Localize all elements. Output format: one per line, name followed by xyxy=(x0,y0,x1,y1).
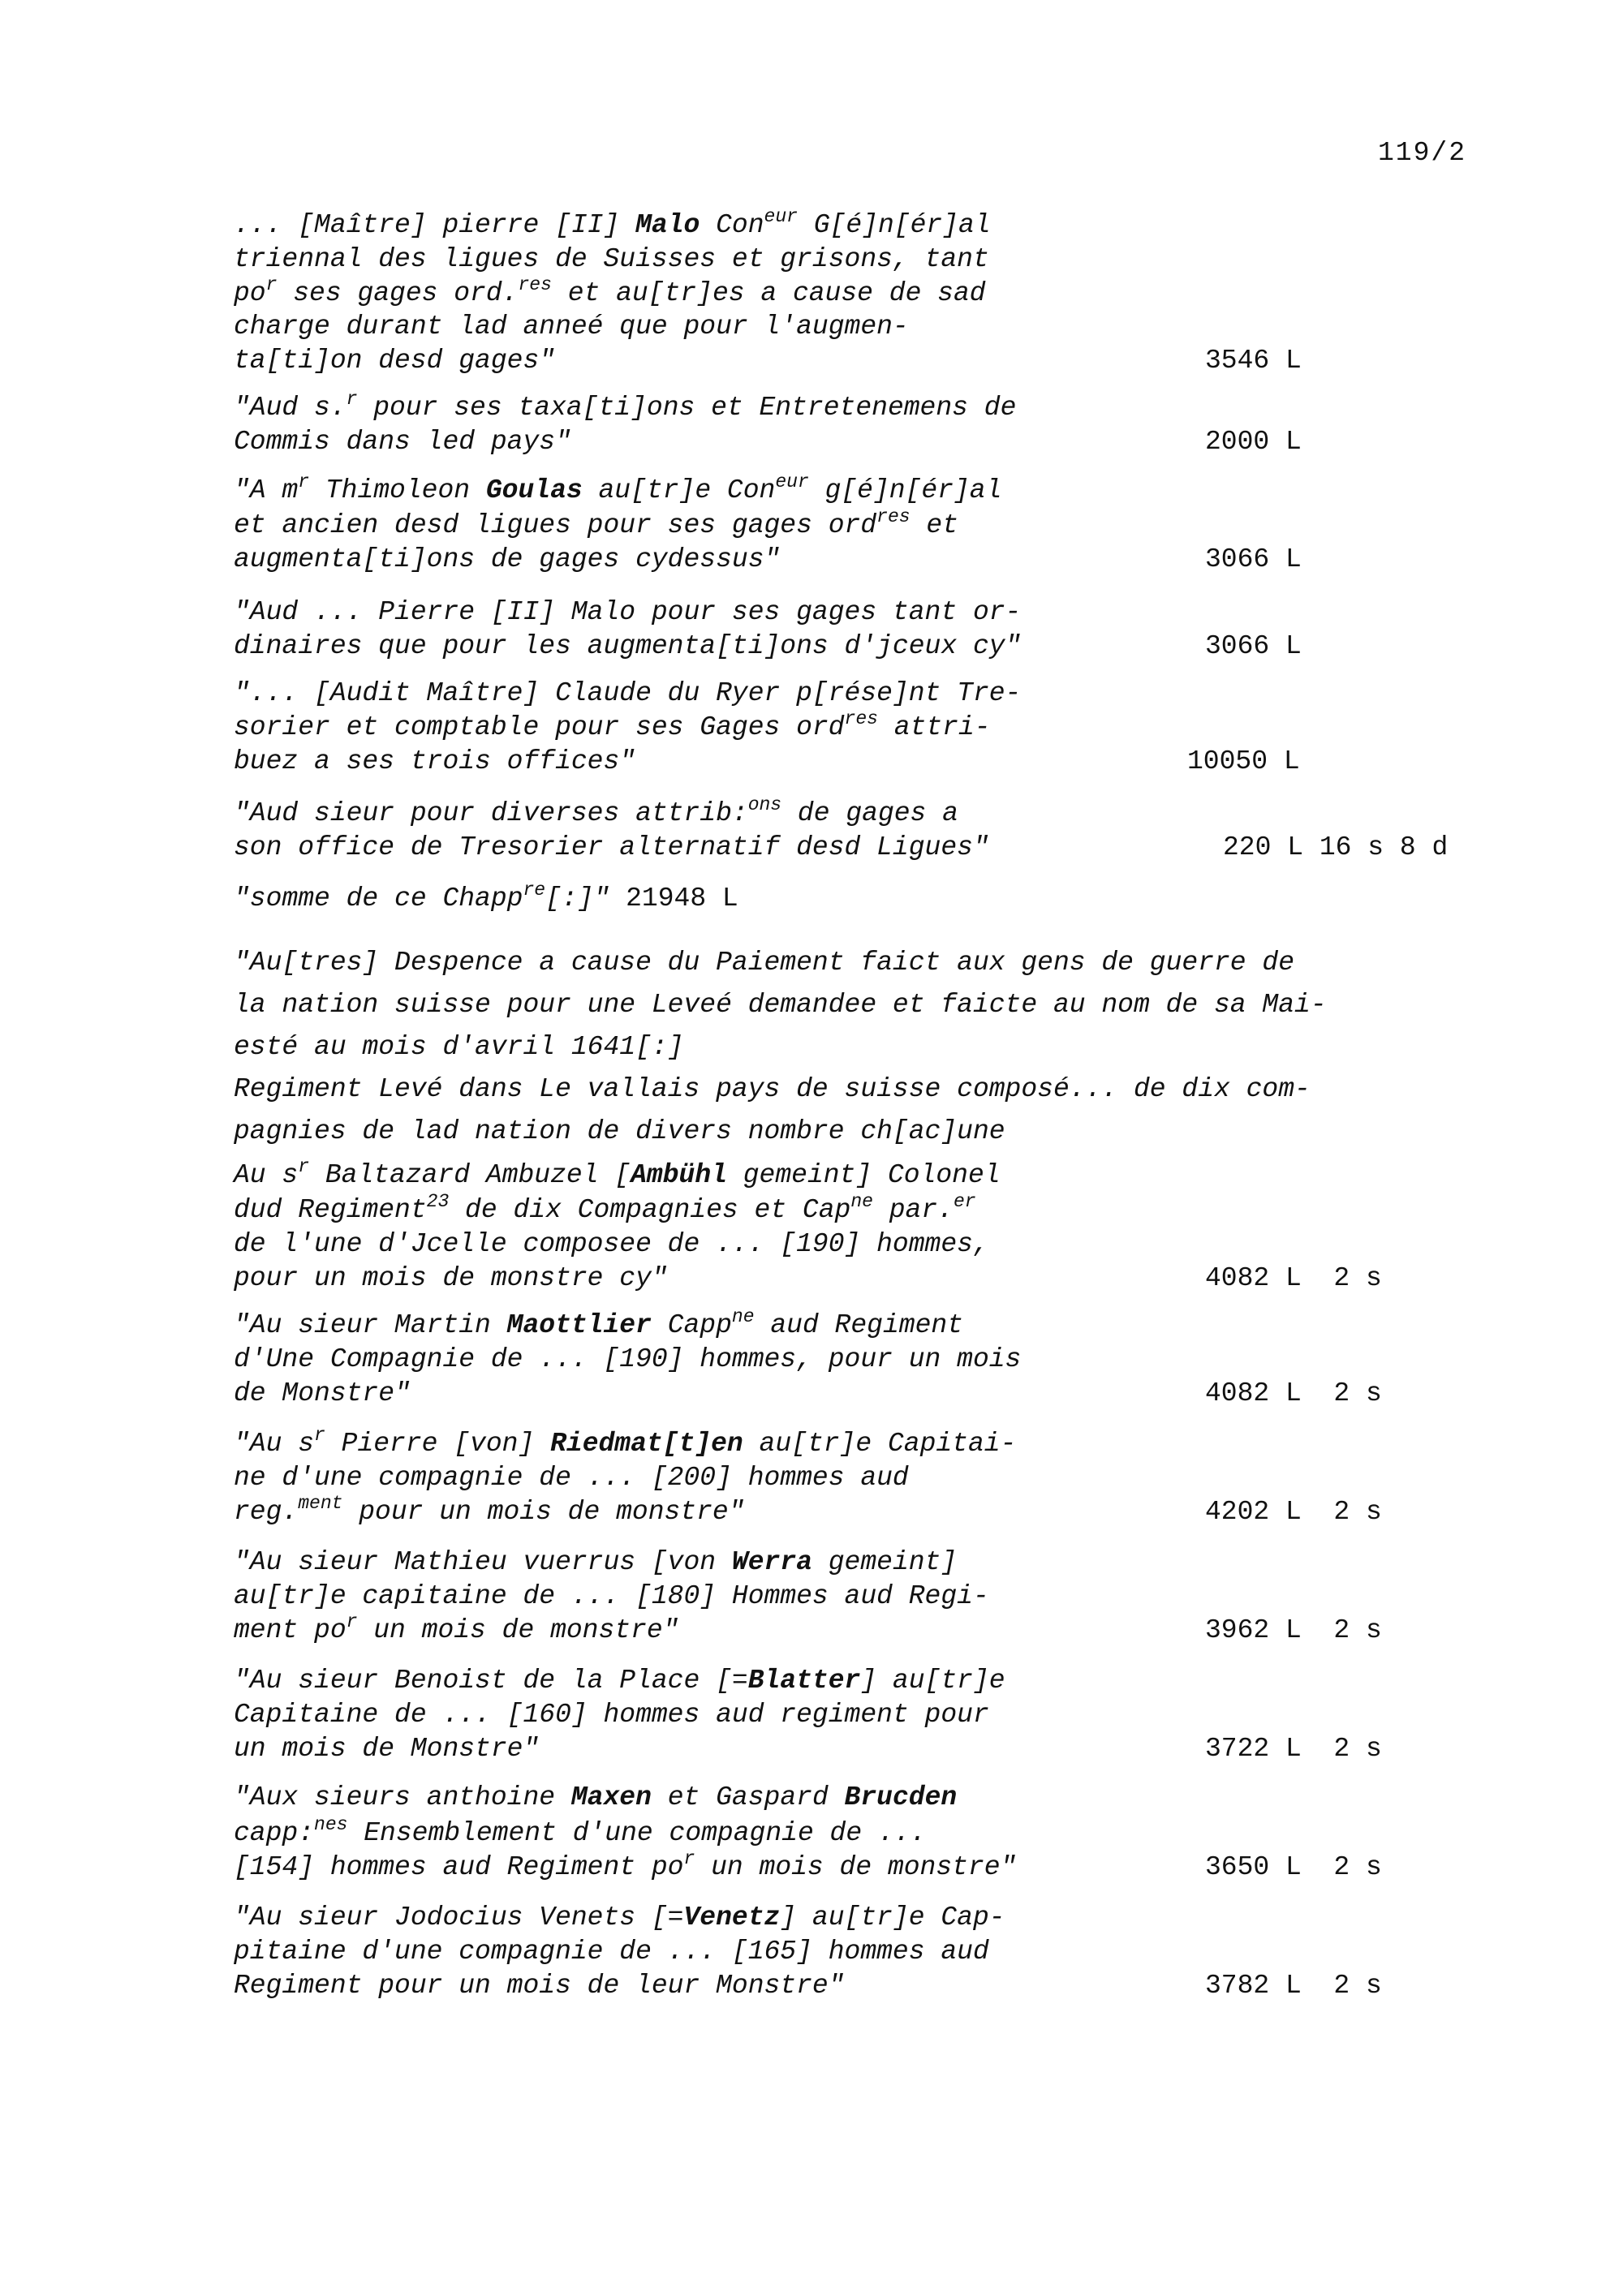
superscript: re xyxy=(523,879,546,901)
text-run: au[tr]e Capitai- xyxy=(743,1429,1017,1459)
bold-name: Riedmat[t]en xyxy=(550,1429,743,1459)
entry-amount: 4082 L 2 s xyxy=(1205,1378,1382,1408)
text-run: Au s xyxy=(234,1160,299,1190)
text-run: "A m xyxy=(234,475,299,505)
entry-line xyxy=(234,1306,963,1344)
section-line xyxy=(234,989,1327,1021)
superscript: r xyxy=(265,274,278,295)
superscript: eur xyxy=(764,206,798,227)
text-run: ... [Maître] pierre [II] xyxy=(234,210,636,240)
text-run: Con xyxy=(700,210,764,240)
text-run: esté au mois d'avril 1641[:] xyxy=(234,1032,684,1062)
entry-line xyxy=(234,794,958,832)
entry-amount: 220 L 16 s 8 d xyxy=(1223,832,1449,862)
text-run: un mois de Monstre" xyxy=(234,1734,540,1764)
text-run: Ensemblement d'une compagnie de ... xyxy=(347,1818,927,1848)
text-run: ] au[tr]e xyxy=(860,1666,1005,1696)
text-run: "Au sieur Mathieu vuerrus [von xyxy=(234,1547,732,1577)
text-run: son office de Tresorier alternatif desd Ligues" xyxy=(234,832,989,862)
text-run: "Aud sieur pour diverses attrib: xyxy=(234,798,748,828)
superscript: ne xyxy=(731,1306,755,1327)
text-run: gemeint] Colonel xyxy=(726,1160,1001,1190)
text-run: d'Une Compagnie de ... [190] hommes, pour un mois xyxy=(234,1344,1022,1374)
text-run: buez a ses trois offices" xyxy=(234,746,636,776)
entry-amount: 3650 L 2 s xyxy=(1205,1852,1382,1882)
bold-name: Brucden xyxy=(844,1782,958,1812)
text-run: aud Regiment xyxy=(754,1310,963,1340)
entry-line xyxy=(234,1462,909,1494)
entry-line xyxy=(234,879,738,917)
entry-line xyxy=(234,1191,976,1228)
entry-line xyxy=(234,1262,668,1295)
superscript: r xyxy=(298,1156,310,1177)
text-run: pitaine d'une compagnie de ... [165] hommes aud xyxy=(234,1937,989,1967)
section-line xyxy=(234,1031,684,1064)
bold-name: Maottlier xyxy=(506,1310,652,1340)
entry-line xyxy=(234,506,958,544)
entry-amount: 3722 L 2 s xyxy=(1205,1734,1382,1764)
text-run: g[é]n[ér]al xyxy=(808,475,1002,505)
text-run: ta[ti]on desd gages" xyxy=(234,346,556,376)
text-run: "Aud s. xyxy=(234,393,347,423)
text-run: pagnies de lad nation de divers nombre ch[ac]une xyxy=(234,1116,1005,1146)
text-run: au[tr]e Con xyxy=(582,475,776,505)
entry-line xyxy=(234,1733,539,1765)
entry-line xyxy=(234,677,1021,710)
text-run: triennal des ligues de Suisses et grisons, tant xyxy=(234,244,989,274)
text-run: [154] hommes aud Regiment po xyxy=(234,1852,684,1882)
text-run: charge durant lad anneé que pour l'augmen- xyxy=(234,312,909,342)
page-number: 119/2 xyxy=(1378,138,1467,168)
text-run: pour un mois de monstre" xyxy=(342,1497,745,1527)
text-run: Capp xyxy=(651,1310,732,1340)
text-run: attri- xyxy=(877,712,991,742)
entry-line xyxy=(234,1848,1017,1885)
entry-amount: 3782 L 2 s xyxy=(1205,1971,1382,2001)
text-run: Regiment Levé dans Le vallais pays de suisse composé... de dix com- xyxy=(234,1074,1311,1104)
text-run: G[é]n[ér]al xyxy=(797,210,991,240)
entry-line xyxy=(234,1902,1005,1934)
entry-line xyxy=(234,243,989,276)
entry-amount: 10050 L xyxy=(1187,746,1300,776)
entry-line xyxy=(234,1665,1005,1697)
superscript: r xyxy=(346,389,358,410)
text-run: et xyxy=(910,510,958,540)
superscript: er xyxy=(953,1191,976,1212)
text-run: "Au[tres] Despence a cause du Paiement faict aux gens de guerre de xyxy=(234,948,1295,978)
entry-line xyxy=(234,1228,989,1261)
section-line xyxy=(234,1116,1005,1148)
section-line xyxy=(234,947,1294,979)
superscript: ons xyxy=(747,794,782,815)
superscript: r xyxy=(683,1848,695,1869)
entry-amount: 4202 L 2 s xyxy=(1205,1497,1382,1527)
entry-line xyxy=(234,471,1002,509)
bold-name: Goulas xyxy=(485,475,583,505)
superscript: res xyxy=(518,274,552,295)
entry-line xyxy=(234,630,1021,663)
text-run: "Au sieur Martin xyxy=(234,1310,507,1340)
text-run: et au[tr]es a cause de sad xyxy=(551,278,986,308)
bold-name: Blatter xyxy=(747,1666,861,1696)
superscript: ne xyxy=(850,1191,873,1212)
text-run: pour ses taxa[ti]ons et Entretenemens de xyxy=(357,393,1017,423)
text-run: Commis dans led pays" xyxy=(234,427,571,457)
text-run: par. xyxy=(872,1195,954,1225)
text-run: Capitaine de ... [160] hommes aud regiment pour xyxy=(234,1700,989,1730)
entry-line xyxy=(234,426,571,458)
entry-line xyxy=(234,596,1021,629)
entry-line xyxy=(234,544,780,576)
entry-line xyxy=(234,1580,989,1613)
text-run: et ancien desd ligues pour ses gages ord xyxy=(234,510,877,540)
superscript: eur xyxy=(775,471,809,492)
text-run: "Au sieur Jodocius Venets [= xyxy=(234,1903,684,1933)
entry-line xyxy=(234,274,986,312)
text-run: Thimoleon xyxy=(309,475,486,505)
entry-line xyxy=(234,1344,1021,1376)
bold-name: Malo xyxy=(635,210,700,240)
text-run: sorier et comptable pour ses Gages ord xyxy=(234,712,845,742)
text-run: pour un mois de monstre cy" xyxy=(234,1263,668,1293)
text-run: ] au[tr]e Cap- xyxy=(780,1903,1005,1933)
entry-amount: 2000 L xyxy=(1205,427,1302,457)
text-run: et Gaspard xyxy=(651,1782,845,1812)
text-run: la nation suisse pour une Leveé demandee et faicte au nom de sa Mai- xyxy=(234,990,1327,1020)
superscript: 23 xyxy=(426,1191,450,1212)
entry-line xyxy=(234,1425,1017,1462)
text-run: "Au sieur Benoist de la Place [= xyxy=(234,1666,748,1696)
entry-amount: 3066 L xyxy=(1205,544,1302,574)
text-run: po xyxy=(234,278,266,308)
superscript: nes xyxy=(314,1814,348,1835)
text-run: Pierre [von] xyxy=(325,1429,551,1459)
section-line xyxy=(234,1073,1311,1106)
text-run: au[tr]e capitaine de ... [180] Hommes aud Regi- xyxy=(234,1581,989,1611)
entry-amount: 3962 L 2 s xyxy=(1205,1615,1382,1645)
bold-name: Maxen xyxy=(570,1782,652,1812)
entry-line xyxy=(234,1493,745,1530)
bold-name: Ambühl xyxy=(631,1160,727,1190)
text-run: "... [Audit Maître] Claude du Ryer p[rése]nt Tre- xyxy=(234,678,1022,708)
entry-amount: 3546 L xyxy=(1205,346,1302,376)
superscript: r xyxy=(346,1611,358,1632)
text-run: ment po xyxy=(234,1615,347,1645)
text-run: augmenta[ti]ons de gages cydessus" xyxy=(234,544,781,574)
bold-name: Venetz xyxy=(683,1903,781,1933)
entry-line xyxy=(234,708,991,746)
entry-line xyxy=(234,1970,845,2002)
entry-line xyxy=(234,1814,927,1851)
entry-line xyxy=(234,1611,679,1649)
text-run: reg. xyxy=(234,1497,299,1527)
entry-line xyxy=(234,1378,411,1410)
text-run: un mois de monstre" xyxy=(695,1852,1017,1882)
text-run: Regiment pour un mois de leur Monstre" xyxy=(234,1971,845,2001)
text-run: [:]" xyxy=(545,884,626,914)
entry-line xyxy=(234,746,635,778)
entry-line xyxy=(234,832,989,864)
text-run: un mois de monstre" xyxy=(357,1615,679,1645)
entry-line xyxy=(234,1156,1001,1193)
superscript: res xyxy=(876,506,911,527)
entry-line xyxy=(234,311,909,343)
text-run: Baltazard Ambuzel [ xyxy=(309,1160,631,1190)
text-run: gemeint] xyxy=(812,1547,958,1577)
text-run: de dix Compagnies et Cap xyxy=(449,1195,851,1225)
entry-line xyxy=(234,345,555,377)
entry-line xyxy=(234,1546,957,1579)
text-run: "Aux sieurs anthoine xyxy=(234,1782,571,1812)
text-run: "Aud ... Pierre [II] Malo pour ses gages tant or- xyxy=(234,597,1022,627)
text-run: "Au s xyxy=(234,1429,315,1459)
text-run: "somme de ce Chapp xyxy=(234,884,523,914)
superscript: r xyxy=(298,471,310,492)
text-run: de l'une d'Jcelle composee de ... [190] hommes, xyxy=(234,1229,989,1259)
bold-name: Werra xyxy=(731,1547,812,1577)
text-run: dinaires que pour les augmenta[ti]ons d'jceux cy" xyxy=(234,631,1022,661)
text-run: capp: xyxy=(234,1818,315,1848)
superscript: r xyxy=(314,1425,325,1446)
text-run: de Monstre" xyxy=(234,1378,411,1408)
entry-line xyxy=(234,389,1017,426)
text-run: de gages a xyxy=(781,798,958,828)
text-run: dud Regiment xyxy=(234,1195,427,1225)
superscript: res xyxy=(844,708,878,729)
text-run: ses gages ord. xyxy=(277,278,519,308)
superscript: ment xyxy=(298,1493,343,1514)
entry-amount: 3066 L xyxy=(1205,631,1302,661)
entry-line xyxy=(234,1699,989,1731)
text-run: ne d'une compagnie de ... [200] hommes aud xyxy=(234,1463,909,1493)
entry-line xyxy=(234,1782,957,1814)
sum-amount: 21948 L xyxy=(626,884,738,914)
entry-line xyxy=(234,206,991,243)
entry-amount: 4082 L 2 s xyxy=(1205,1263,1382,1293)
entry-line xyxy=(234,1936,989,1968)
